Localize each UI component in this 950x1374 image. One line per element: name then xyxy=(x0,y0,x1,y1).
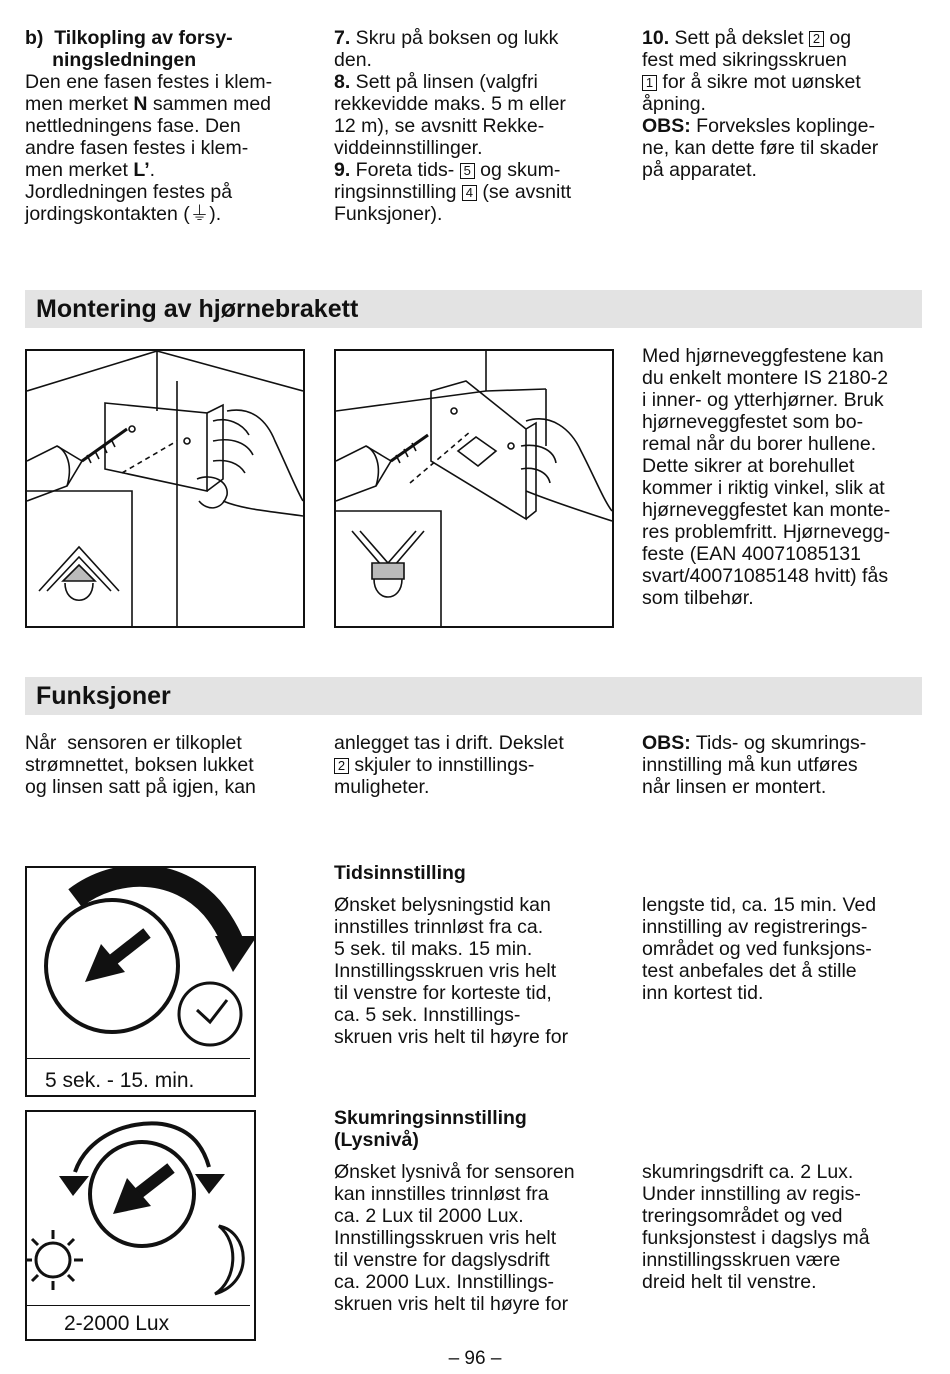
box-number: 2 xyxy=(334,758,349,774)
bracket-drawing xyxy=(336,351,612,626)
dusk-setting-text1: Ønsket lysnivå for sensoren kan innstilles trinnløst fra ca. 2 Lux til 2000 Lux. Innstillingsskruen vris helt til venstre for dagslysdrift ca. 2000 Lux. Innstillings- skruen vris helt til høyre for xyxy=(334,1161,575,1315)
obs-note: OBS: Forveksles koplinge- ne, kan dette føre til skader på apparatet. xyxy=(642,115,879,181)
caption-divider xyxy=(27,1058,250,1059)
section-title: Funksjoner xyxy=(36,682,171,710)
lux-setting-figure xyxy=(25,1110,256,1341)
functions-obs: OBS: Tids- og skumrings- innstilling må kun utføres når linsen er montert. xyxy=(642,732,867,798)
col3-top xyxy=(642,27,932,181)
step-8: 8. Sett på linsen (valgfri rekkevidde maks. 5 m eller 12 m), se avsnitt Rekke- viddeinnstillinger. xyxy=(334,71,566,159)
time-setting-text1: Ønsket belysningstid kan innstilles trinnløst fra ca. 5 sek. til maks. 15 min. Innstillingsskruen vris helt til venstre for korteste tid, ca. 5 sek. Innstillings- skruen vris helt til høyre for xyxy=(334,894,569,1048)
bracket-drawing xyxy=(27,351,303,626)
bracket-illustration-outer xyxy=(25,349,305,628)
page-number: – 96 – xyxy=(448,1348,502,1369)
supply-text: Den ene fasen festes i klem- men merket N sammen med nettledningens fase. Den andre fasen festes i klem- men merket L’. Jordledningen festes på jordingskontakten (⏚). xyxy=(25,71,273,225)
time-setting-heading: Tidsinnstilling xyxy=(334,862,466,884)
time-setting-figure xyxy=(25,866,256,1097)
box-number: 5 xyxy=(460,163,475,179)
dusk-setting-heading: Skumringsinnstilling (Lysnivå) xyxy=(334,1107,527,1151)
supply-heading: b) Tilkopling av forsy- ningsledningen xyxy=(25,27,233,71)
col1-top xyxy=(25,27,315,225)
box-number: 4 xyxy=(462,185,477,201)
step-9: 9. Foreta tids- 5 og skum- ringsinnstilling 4 (se avsnitt Funksjoner). xyxy=(334,159,572,225)
functions-col2: anlegget tas i drift. Dekslet 2 skjuler to innstillings- muligheter. xyxy=(334,732,564,798)
dusk-setting-text2: skumringsdrift ca. 2 Lux. Under innstilling av regis- treringsområdet og ved funksjonstest i dagslys må innstillingsskruen være dreid helt til venstre. xyxy=(642,1161,870,1293)
box-number: 1 xyxy=(642,75,657,91)
box-number: 2 xyxy=(809,31,824,47)
time-setting-text2: lengste tid, ca. 15 min. Ved innstilling av registrerings- området og ved funksjons- test anbefales det å stille inn kortest tid. xyxy=(642,894,877,1004)
step-10: 10. Sett på dekslet 2 og fest med sikringsskruen 1 for å sikre mot uønsket åpning. xyxy=(642,27,861,115)
time-range-caption: 5 sek. - 15. min. xyxy=(45,1069,195,1092)
caption-divider xyxy=(27,1305,250,1306)
lux-dial-drawing xyxy=(27,1112,254,1305)
step-7: 7. Skru på boksen og lukk den. xyxy=(334,27,559,71)
bracket-text: Med hjørneveggfestene kan du enkelt montere IS 2180-2 i inner- og ytterhjørner. Bruk hjørneveggfestet som bo- remal når du borer hullene. Dette sikrer at borehullet kommer i riktig vinkel, slik at hjørneveggfestet kan monte- res problemfritt. Hjørnevegg- feste (EAN 40071085131 svart/40071085148 hvitt) fås som tilbehør. xyxy=(642,345,891,609)
col2-top xyxy=(334,27,634,225)
time-dial-drawing xyxy=(27,868,254,1058)
section-header xyxy=(25,677,922,715)
section-header xyxy=(25,290,922,328)
bracket-illustration-inner xyxy=(334,349,614,628)
lux-range-caption: 2-2000 Lux xyxy=(64,1312,170,1335)
functions-col1: Når sensoren er tilkoplet strømnettet, boksen lukket og linsen satt på igjen, kan xyxy=(25,732,256,798)
section-title: Montering av hjørnebrakett xyxy=(36,295,359,323)
